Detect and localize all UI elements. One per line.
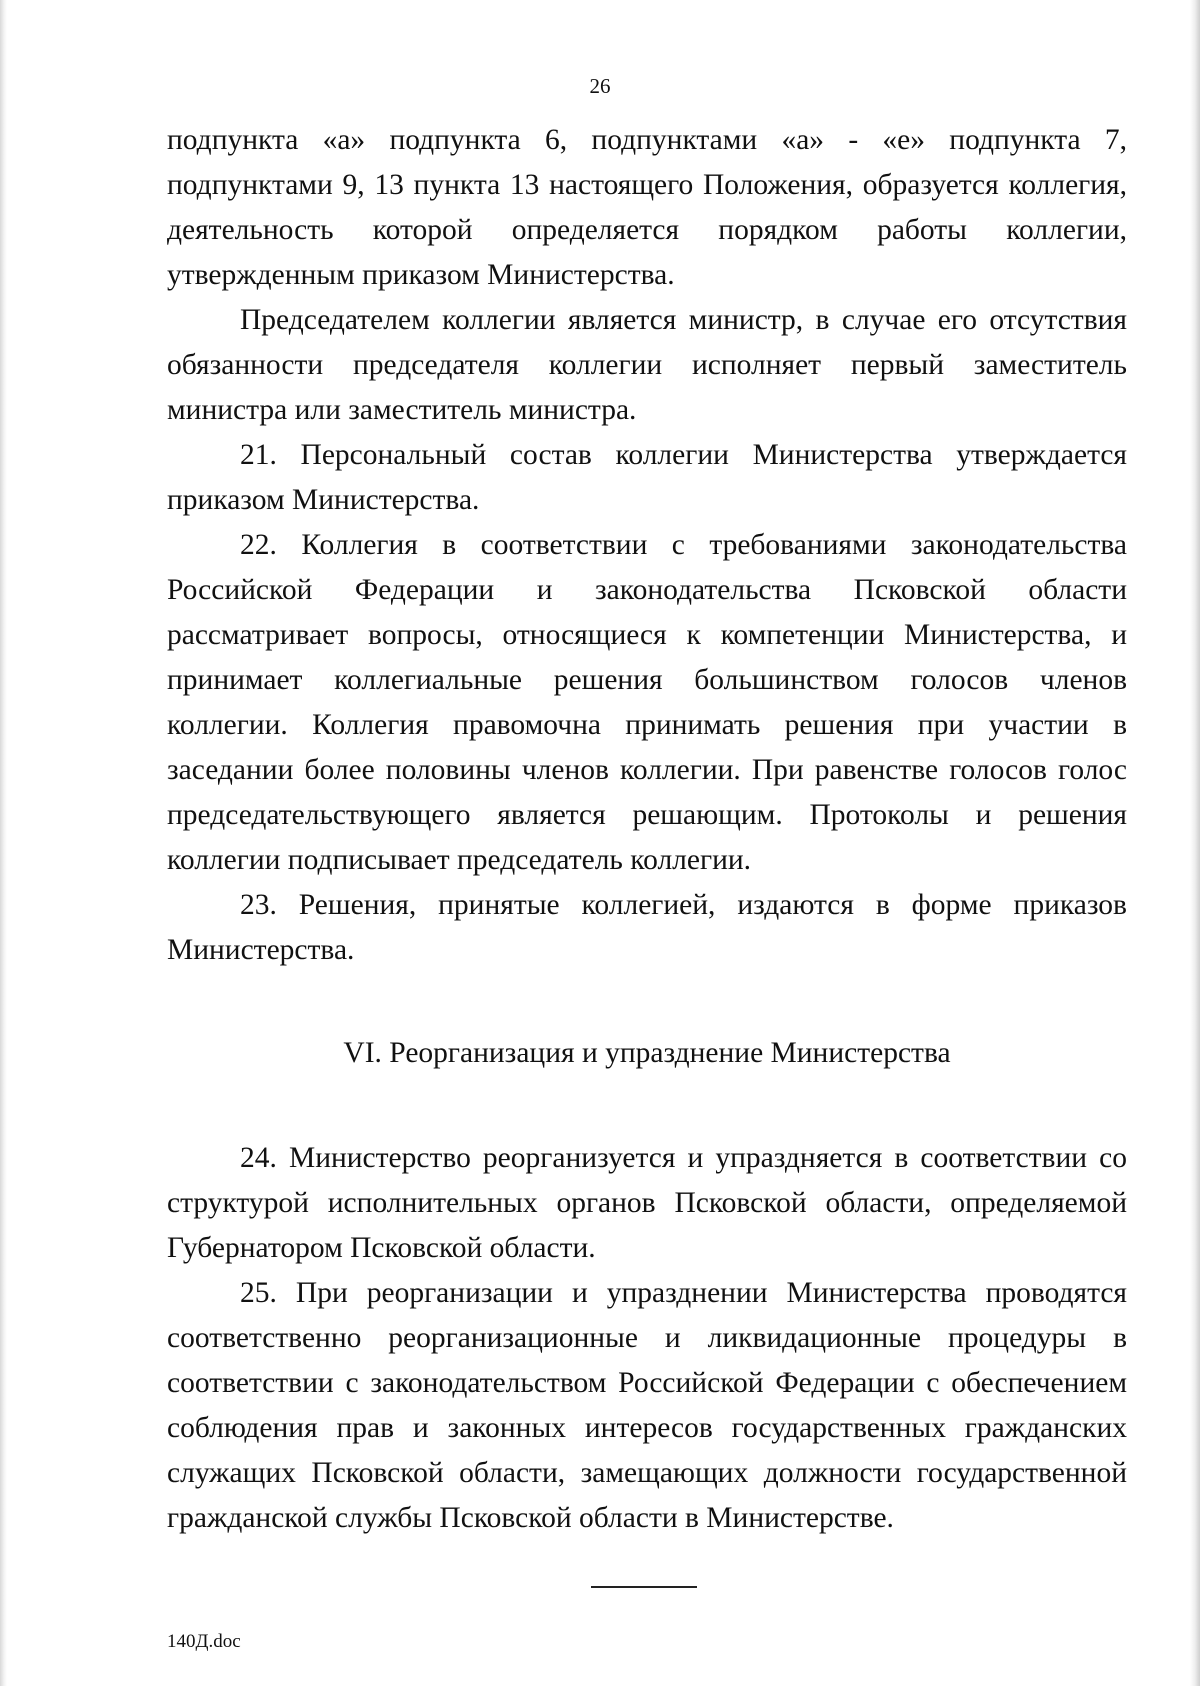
paragraph-22: 22. Коллегия в соответствии с требованиями законодательства Российской Федерации и законодательства Псковской области рассматривает вопросы, относящиеся к компетенции Министерства, и принимает коллегиальные решения большинством голосов членов коллегии. Коллегия правомочна принимать решения при участии в заседании более половины членов коллегии. При равенстве голосов голос председательствующего является решающим. Протоколы и решения коллегии подписывает председатель коллегии.: [167, 529, 1127, 876]
end-of-text-rule: [591, 1586, 697, 1588]
scan-edge-left: [0, 0, 7, 1686]
paragraph-25: 25. При реорганизации и упразднении Министерства проводятся соответственно реорганизационные и ликвидационные процедуры в соответствии с законодательством Российской Федерации с обеспечением соблюдения прав и законных интересов государственных гражданских служащих Псковской области, замещающих должности государственной гражданской службы Псковской области в Министерстве.: [167, 1277, 1127, 1534]
paragraph-continuation: подпункта «а» подпункта 6, подпунктами «а» - «е» подпункта 7, подпунктами 9, 13 пункта 13 настоящего Положения, образуется коллегия, деятельность которой определяется порядком работы коллегии, утвержденным приказом Министерства.: [167, 124, 1127, 291]
scan-edge-right: [1190, 0, 1200, 1686]
paragraph-24: 24. Министерство реорганизуется и упраздняется в соответствии со структурой исполнительных органов Псковской области, определяемой Губернатором Псковской области.: [167, 1142, 1127, 1264]
paragraph-chairman: Председателем коллегии является министр, в случае его отсутствия обязанности председателя коллегии исполняет первый заместитель министра или заместитель министра.: [167, 304, 1127, 426]
paragraph-23: 23. Решения, принятые коллегией, издаются в форме приказов Министерства.: [167, 889, 1127, 966]
section-heading: VI. Реорганизация и упразднение Министерства: [343, 1037, 951, 1069]
paragraph-21: 21. Персональный состав коллегии Министерства утверждается приказом Министерства.: [167, 439, 1127, 516]
footer-filename: 140Д.doc: [167, 1631, 241, 1652]
document-body: [167, 118, 1127, 1541]
page-number: 26: [589, 74, 611, 98]
